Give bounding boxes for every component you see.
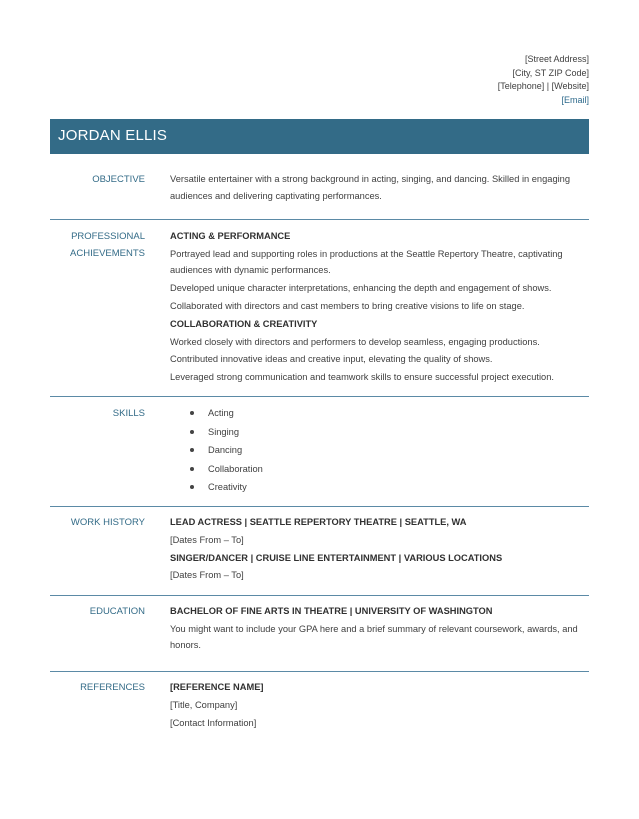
reference-title: [Title, Company]: [170, 699, 238, 710]
skill-text: Dancing: [208, 445, 243, 455]
bullet-icon: [190, 430, 194, 434]
objective-text: Versatile entertainer with a strong background in acting, singing, and dancing. Skilled in engaging audiences and delivering captivating performances.: [170, 174, 571, 201]
section-divider: [50, 396, 589, 397]
bullet-icon: [190, 411, 194, 415]
achievement-item: Developed unique character interpretations, enhancing the depth and engagement of shows.: [170, 283, 552, 294]
email-link[interactable]: [Email]: [561, 94, 589, 105]
bullet-icon: [190, 485, 194, 489]
achievements-label: [50, 228, 145, 262]
references-body: [170, 679, 589, 732]
reference-contact: [Contact Information]: [170, 717, 257, 728]
job-dates: [Dates From – To]: [170, 534, 244, 545]
achievement-item: Contributed innovative ideas and creative input, elevating the quality of shows.: [170, 354, 493, 365]
bullet-icon: [190, 448, 194, 452]
street-address: [Street Address]: [524, 54, 589, 64]
skill-text: Acting: [208, 408, 234, 418]
job-title: SINGER/DANCER | CRUISE LINE ENTERTAINMENT | VARIOUS LOCATIONS: [170, 552, 503, 563]
candidate-name: JORDAN ELLIS: [58, 127, 168, 144]
section-divider: [50, 506, 589, 507]
list-item: [170, 405, 589, 424]
reference-name: [REFERENCE NAME]: [170, 682, 264, 692]
objective-label: OBJECTIVE: [92, 174, 145, 185]
achievements-body: [170, 228, 589, 387]
education-note: You might want to include your GPA here and a brief summary of relevant coursework, awards, and honors.: [170, 623, 578, 651]
list-item: [170, 461, 589, 480]
name-banner: [50, 119, 589, 154]
section-divider: [50, 671, 589, 672]
section-divider: [50, 595, 589, 596]
references-label: REFERENCES: [80, 682, 145, 693]
degree-title: BACHELOR OF FINE ARTS IN THEATRE | UNIVERSITY OF WASHINGTON: [170, 606, 493, 616]
achievement-group-heading: COLLABORATION & CREATIVITY: [170, 318, 318, 329]
list-item: [170, 479, 589, 498]
phone-website: [Telephone] | [Website]: [497, 81, 589, 92]
achievement-item: Portrayed lead and supporting roles in productions at the Seattle Repertory Theatre, captivating audiences with dynamic performances.: [170, 248, 563, 276]
work-history-label: WORK HISTORY: [70, 517, 145, 528]
education-body: [170, 603, 589, 655]
contact-block: [498, 53, 589, 107]
section-divider: [50, 219, 589, 220]
list-item: [170, 442, 589, 461]
city-state-zip: [City, ST ZIP Code]: [512, 67, 589, 78]
work-history-body: [170, 514, 589, 585]
skills-label: SKILLS: [112, 408, 145, 419]
skill-text: Singing: [208, 426, 240, 437]
job-title: LEAD ACTRESS | SEATTLE REPERTORY THEATRE | SEATTLE, WA: [170, 517, 467, 527]
skill-text: Creativity: [208, 482, 247, 492]
achievement-item: Collaborated with directors and cast members to bring creative visions to life on stage.: [170, 300, 525, 311]
list-item: [170, 424, 589, 443]
skill-text: Collaboration: [208, 463, 263, 474]
job-dates: [Dates From – To]: [170, 570, 244, 581]
achievement-item: Leveraged strong communication and teamwork skills to ensure successful project execution.: [170, 372, 554, 383]
bullet-icon: [190, 467, 194, 471]
skills-body: [170, 405, 589, 498]
achievements-label-line2: ACHIEVEMENTS: [70, 248, 145, 259]
achievement-group-heading: ACTING & PERFORMANCE: [170, 231, 291, 241]
achievement-item: Worked closely with directors and performers to develop seamless, engaging productions.: [170, 336, 540, 347]
achievements-label-line1: PROFESSIONAL: [71, 231, 145, 242]
skills-list: [170, 405, 589, 498]
education-label: EDUCATION: [89, 606, 145, 617]
